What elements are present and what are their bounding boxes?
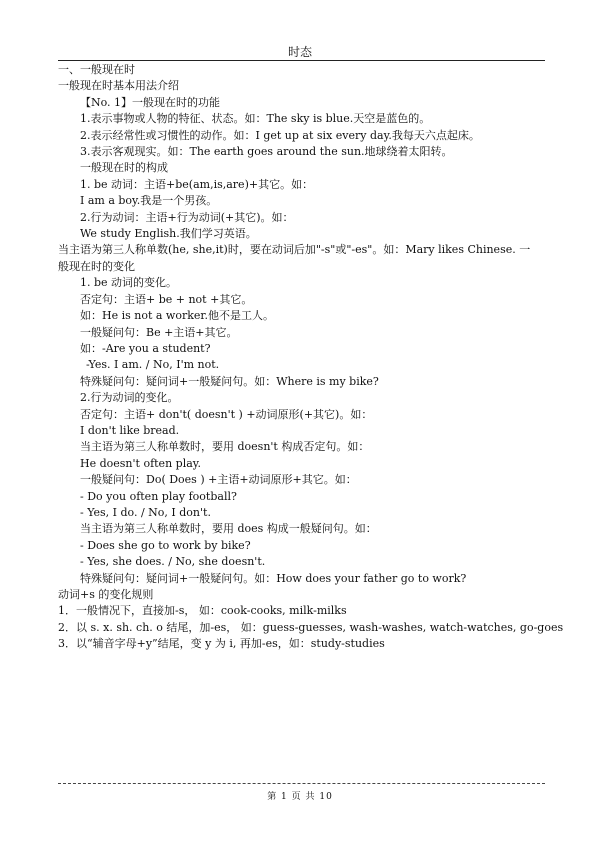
text-line: 2．以 s. x. sh. ch. o 结尾，加-es， 如：guess-guesses, wash-washes, watch-watches, go-goes [58,620,564,634]
text-line: 动词+s 的变化规则 [58,588,154,601]
text-line: 3.表示客观现实。如：The earth goes around the sun.地球绕着太阳转。 [80,145,453,159]
text-line: 如：He is not a worker.他不是工人。 [80,309,274,323]
text-line: 【No. 1】一般现在时的功能 [80,95,221,109]
page-header-title: 时态 [287,45,312,59]
text-line: 2.行为动词的变化。 [80,391,179,405]
text-line: 当主语为第三人称单数时，要用 doesn't 构成否定句。如： [80,440,370,454]
text-line: 一般疑问句：Be +主语+其它。 [80,325,238,339]
text-line: 1．一般情况下，直接加-s， 如：cook-cooks, milk-milks [58,604,347,618]
text-line: 1.表示事物或人物的特征、状态。如：The sky is blue.天空是蓝色的。 [80,112,431,126]
page-number: 第 1 页 共 10 [267,792,333,802]
text-line: 2.行为动词：主语+行为动词(+其它)。如： [80,210,294,224]
text-line: 2.表示经常性或习惯性的动作。如：I get up at six every day.我每天六点起床。 [80,128,480,142]
text-line: 一般现在时基本用法介绍 [58,79,179,93]
text-line: 特殊疑问句：疑问词+一般疑问句。如：Where is my bike? [80,374,379,388]
text-line: 一、一般现在时 [58,63,135,76]
header-divider [58,60,545,61]
text-line: 如：-Are you a student? [80,341,211,355]
text-line: -Yes. I am. / No, I'm not. [86,358,220,372]
text-line: I don't like bread. [80,423,180,437]
text-line: 3．以“辅音字母+y”结尾，变 y 为 i, 再加-es，如：study-studies [58,637,385,651]
text-line: We study English.我们学习英语。 [80,227,257,241]
text-line: - Yes, she does. / No, she doesn't. [80,555,266,569]
text-line: 1. be 动词：主语+be(am,is,are)+其它。如： [80,177,314,191]
text-line: 否定句：主语+ don't( doesn't ) +动词原形(+其它)。如： [80,407,373,421]
text-line: 否定句：主语+ be + not +其它。 [80,292,253,306]
text-line: 一般疑问句：Do( Does ) +主语+动词原形+其它。如： [80,473,357,487]
text-line: - Yes, I do. / No, I don't. [80,505,211,519]
text-line: He doesn't often play. [80,456,202,470]
text-line: 般现在时的变化 [58,259,135,273]
text-line: 一般现在时的构成 [80,161,168,175]
text-line: 当主语为第三人称单数时，要用 does 构成一般疑问句。如： [80,522,377,536]
text-line: - Does she go to work by bike? [80,538,251,552]
text-line: - Do you often play football? [80,489,237,503]
document-body [58,62,564,653]
footer-divider [58,783,545,784]
text-line: 特殊疑问句：疑问词+一般疑问句。如：How does your father go to work? [80,571,467,585]
text-line: 当主语为第三人称单数(he, she,it)时，要在动词后加"-s"或"-es"。如：Mary likes Chinese. 一 [58,243,531,257]
text-line: 1. be 动词的变化。 [80,276,178,290]
text-line: I am a boy.我是一个男孩。 [80,194,218,208]
